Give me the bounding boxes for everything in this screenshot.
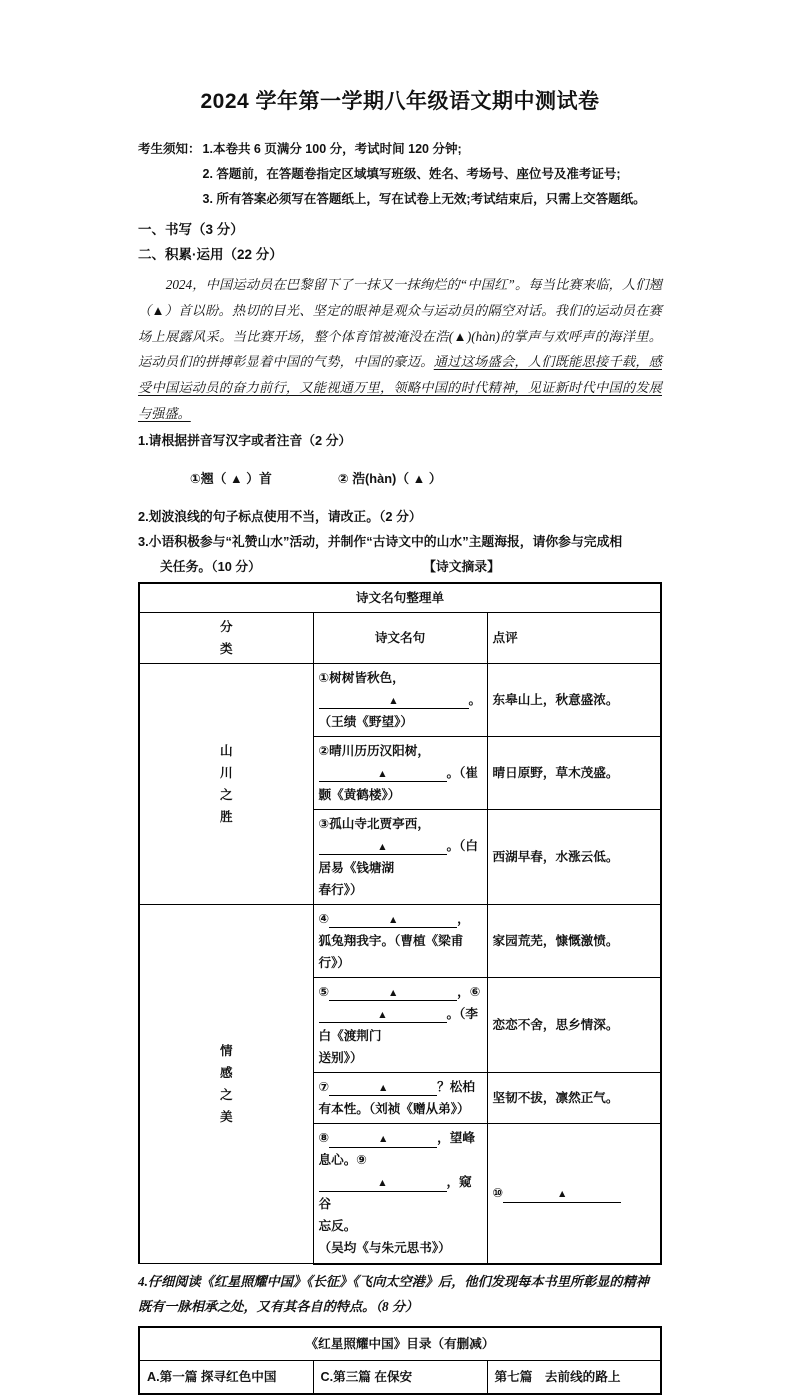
poem-excerpt-bracket-title: 【诗文摘录】 (423, 558, 500, 574)
triangle-icon: ▲ (377, 1177, 388, 1190)
catalog-caption-row (139, 1327, 661, 1361)
triangle-icon: ▲ (388, 694, 399, 707)
verse-before: 孤山寺北贾亭西， (329, 816, 430, 831)
remark-cell-6: 坚韧不拔，凛然正气。 (487, 1073, 661, 1124)
verse-after: ，狐兔翔我宇。（曹植《梁甫行》） (318, 912, 470, 971)
passage-part-2: ）首以盼。热切的目光、坚定的眼神是观众与运动员的隔空对话。我们的运动员在赛场上展露风采。当比赛开场，整个体育馆被淹没在浩( (138, 302, 662, 344)
verse-after-2: 送别》） (318, 1051, 363, 1066)
answer-blank[interactable] (329, 987, 457, 1001)
remark-cell-2: 晴日原野，草木茂盛。 (487, 736, 661, 809)
verse-number: ④ (318, 912, 330, 927)
category-emotion-beauty (139, 905, 313, 1264)
verse-cell-3 (313, 809, 487, 904)
section-heading-one: 一、书写（3 分） (138, 222, 244, 238)
triangle-icon: ▲ (377, 1133, 389, 1146)
answer-blank[interactable] (319, 841, 447, 855)
notice-item-2: 2. 答题前，在答题卷指定区域填写班级、姓名、考场号、座位号及准考证号; (202, 167, 621, 182)
triangle-icon: ▲ (377, 1082, 389, 1095)
notice-item-3: 3. 所有答案必须写在答题纸上，写在试卷上无效;考试结束后，只需上交答题纸。 (202, 192, 646, 207)
table-row (139, 663, 661, 736)
verse-number-2: ⑥ (469, 985, 481, 1000)
category-char: 情 (219, 1043, 233, 1058)
header-verse: 诗文名句 (313, 612, 487, 663)
verse-after: ，望峰息心。 (318, 1131, 475, 1168)
verse-cell-4 (313, 905, 487, 978)
catalog-cell-seven: 第七篇 去前线的路上 (487, 1361, 661, 1395)
verse-number: ① (318, 670, 330, 685)
question-1-sub-b: ② 浩(hàn)（ ▲ ） (337, 471, 442, 487)
question-1-subitems (138, 466, 662, 492)
page-title: 2024 学年第一学期八年级语文期中测试卷 (200, 90, 600, 113)
verse-cell-1 (313, 663, 487, 736)
triangle-blank-icon: ▲ (453, 328, 467, 344)
question-3-line-1: 3.小语积极参与“礼赞山水”活动，并制作“古诗文中的山水”主题海报，请你参与完成相 (138, 533, 623, 549)
passage-underlined-sentence: 通过这场盛会，人们既能思接千载，感受中国运动员的奋力前行，又能视通万里，领略中国的时代精神，见证新时代中国的发展与强盛。 (138, 354, 662, 421)
poem-table-caption: 诗文名句整理单 (139, 583, 661, 613)
reading-passage (138, 272, 662, 426)
verse-cell-2 (313, 736, 487, 809)
category-char: 山 (219, 743, 233, 758)
category-char: 美 (219, 1110, 233, 1125)
header-category-char-2: 类 (219, 641, 233, 656)
verse-number: ⑤ (318, 985, 330, 1000)
header-category (139, 612, 313, 663)
remark-cell-3: 西湖早春，水涨云低。 (487, 809, 661, 904)
question-1-sub-a: ①翘（ ▲ ）首 (190, 471, 272, 487)
answer-blank[interactable] (319, 1009, 447, 1023)
category-stack (145, 740, 308, 828)
header-category-char-1: 分 (219, 619, 233, 634)
candidate-notice (138, 137, 662, 212)
question-2: 2.划波浪线的句子标点使用不当，请改正。（2 分） (138, 508, 422, 524)
verse-attribution: （吴均《与朱元思书》） (318, 1241, 451, 1256)
verse-cell-6 (313, 1073, 487, 1124)
remark-cell-7 (487, 1124, 661, 1264)
book-catalog-table (138, 1326, 662, 1395)
category-char: 之 (219, 1088, 233, 1103)
verse-separator: ， (457, 985, 470, 1000)
verse-number: ⑧ (318, 1131, 330, 1146)
triangle-icon: ▲ (377, 767, 388, 780)
triangle-icon: ▲ (377, 1009, 388, 1022)
triangle-icon: ▲ (556, 1188, 568, 1201)
category-mountain-river (139, 663, 313, 904)
catalog-cell-c: C.第三篇 在保安 (313, 1361, 487, 1395)
table-row (139, 1361, 661, 1395)
verse-number: ② (318, 743, 330, 758)
remark-cell-5: 恋恋不舍，思乡情深。 (487, 978, 661, 1073)
question-4-line-2: 既有一脉相承之处，又有其各自的特点。（8 分） (138, 1299, 419, 1315)
header-remark: 点评 (487, 612, 661, 663)
answer-blank[interactable] (329, 1133, 437, 1147)
remark-number: ⑩ (492, 1186, 504, 1201)
triangle-icon: ▲ (387, 987, 399, 1000)
verse-before: 晴川历历汉阳树， (329, 743, 430, 758)
question-3-points: 关任务。（10 分） (160, 558, 261, 574)
category-char: 感 (219, 1066, 233, 1080)
verse-number: ③ (318, 816, 330, 831)
verse-after-2: 春行》） (318, 883, 363, 898)
verse-number-2: ⑨ (356, 1153, 367, 1168)
passage-part-3: )(hàn)的掌声与欢呼声的海洋里。运动员们的拼搏彰显着中国的气势，中国的豪迈。 (138, 328, 662, 370)
section-heading-two: 二、积累·运用（22 分） (138, 247, 283, 263)
catalog-caption: 《红星照耀中国》目录（有删减） (139, 1327, 661, 1361)
verse-after-2: 忘反。 (318, 1219, 357, 1234)
verse-after: 。（崔颢《黄鹤楼》） (318, 765, 478, 802)
verse-after: ？松柏有本性。（刘祯《赠从弟》） (318, 1080, 475, 1117)
answer-blank[interactable] (319, 1177, 447, 1191)
verse-number: ⑦ (318, 1080, 330, 1095)
answer-blank[interactable] (329, 914, 457, 928)
table-row (139, 905, 661, 978)
question-3-line-2 (138, 555, 662, 580)
category-char: 胜 (219, 809, 233, 824)
passage-part-1: 2024，中国运动员在巴黎留下了一抹又一抹绚烂的“中国红”。每当比赛来临，人们翘（ (138, 277, 662, 318)
triangle-icon: ▲ (377, 840, 388, 853)
answer-blank[interactable] (329, 1082, 437, 1096)
question-1: 1.请根据拼音写汉字或者注音（2 分） (138, 432, 352, 448)
verse-cell-7 (313, 1124, 487, 1264)
question-4-line-1: 4.仔细阅读《红星照耀中国》《长征》《飞向太空港》后，他们发现每本书里所彰显的精神 (138, 1273, 649, 1289)
remark-cell-4: 家园荒芜，慷慨激愤。 (487, 905, 661, 978)
triangle-blank-icon: ▲ (151, 302, 165, 318)
verse-after: 。（白居易《钱塘湖 (318, 838, 478, 875)
triangle-icon: ▲ (387, 914, 399, 927)
verse-after: 。（王绩《野望》） (318, 692, 482, 729)
category-stack (145, 616, 308, 660)
verse-after-3: 。（李白《渡荆门 (318, 1007, 478, 1044)
verse-before: 树树皆秋色， (329, 670, 405, 685)
answer-blank[interactable] (319, 695, 469, 709)
catalog-cell-a: A.第一篇 探寻红色中国 (139, 1361, 313, 1395)
notice-item-list (203, 137, 646, 212)
remark-cell-1: 东皋山上，秋意盛浓。 (487, 663, 661, 736)
verse-cell-5 (313, 978, 487, 1073)
table-caption-row (139, 583, 661, 613)
answer-blank[interactable] (503, 1188, 621, 1202)
table-header-row (139, 612, 661, 663)
category-char: 川 (219, 765, 233, 780)
poem-summary-table (138, 582, 662, 1265)
category-char: 之 (219, 787, 233, 802)
verse-after-3: ，窥谷 (318, 1175, 472, 1212)
answer-blank[interactable] (319, 768, 447, 782)
notice-item-1: 1.本卷共 6 页满分 100 分，考试时间 120 分钟; (202, 142, 462, 157)
notice-label: 考生须知： (138, 142, 201, 157)
category-stack (145, 1040, 308, 1128)
